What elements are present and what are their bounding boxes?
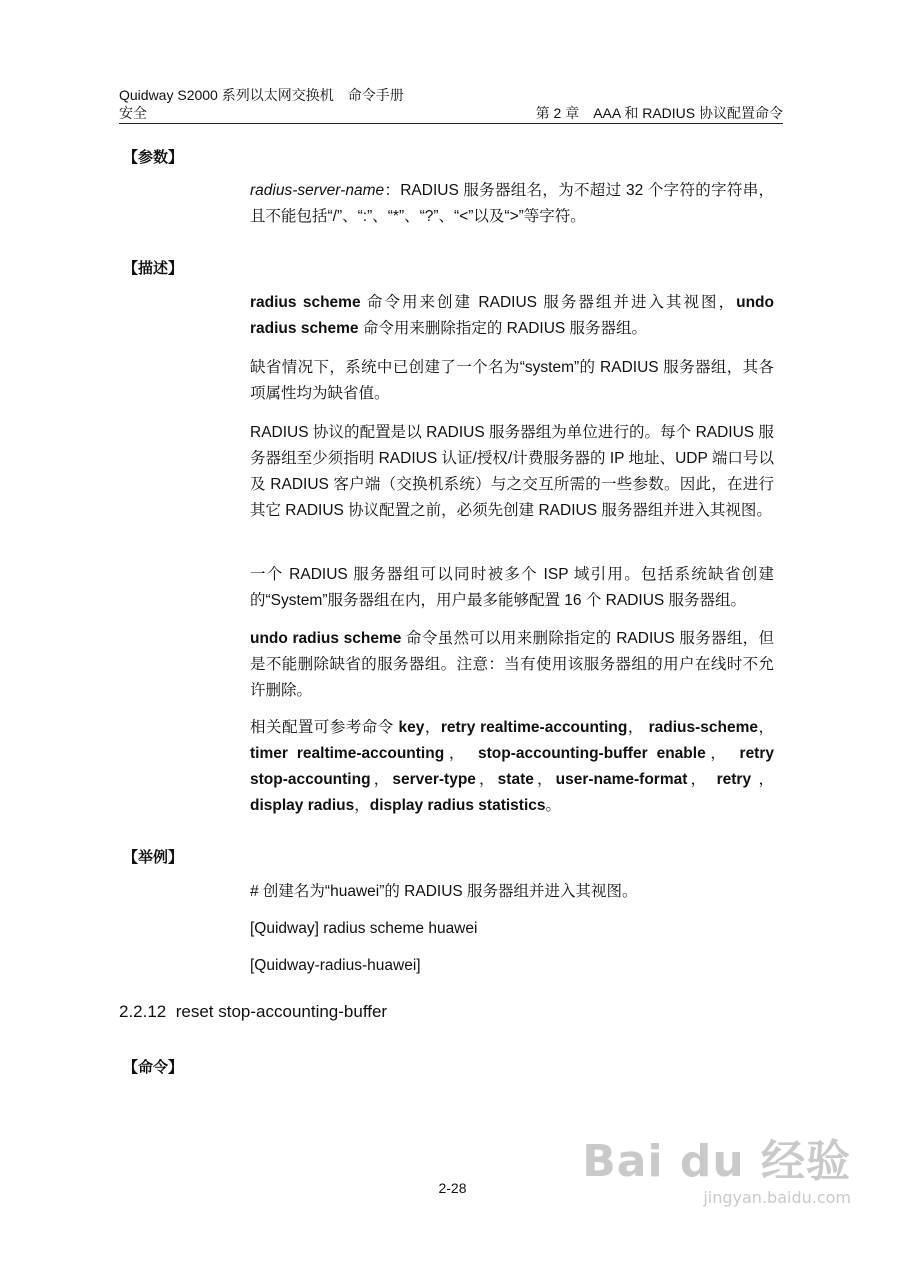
page-number: 2-28 [438,1180,467,1196]
desc-paragraph-2: 缺省情况下，系统中已创建了一个名为“system”的 RADIUS 服务器组，其各项属性均为缺省值。 [250,359,774,402]
watermark-logo: Bai du 经验 [582,1136,851,1187]
related-cmd: radius-scheme [648,719,759,736]
related-cmd: retry stop-accounting [250,745,774,788]
cmd-radius-scheme: radius scheme [250,294,361,311]
desc-p1-text-1: 命令用来创建 RADIUS 服务器组并进入其视图， [360,294,737,311]
related-end: 。 [545,797,562,814]
chapter-title: 第 2 章 AAA 和 RADIUS 协议配置命令 [535,105,783,121]
param-text: ：RADIUS 服务器组名，为不超过 32 个字符的字符串，且不能包括“/”、“:”、“*”、“?”、“<”以及“>”等字符。 [250,182,774,225]
related-cmd: retry [716,771,752,788]
desc-paragraph-4: 一个 RADIUS 服务器组可以同时被多个 ISP 域引用。包括系统缺省创建的“System”服务器组在内，用户最多能够配置 16 个 RADIUS 服务器组。 [250,566,774,609]
section-name: 安全 [119,105,147,121]
example-line-2: [Quidway-radius-huawei] [250,957,421,974]
related-cmd: user-name-format [555,771,688,788]
cmd-undo-radius-scheme: undo radius scheme [250,294,774,337]
related-prefix: 相关配置可参考命令 [250,719,399,736]
param-name: radius-server-name [250,182,385,199]
example-comment: # 创建名为“huawei”的 RADIUS 服务器组并进入其视图。 [250,883,638,900]
section-title: reset stop-accounting-buffer [175,1002,388,1021]
section-number: 2.2.12 [119,1002,167,1021]
desc-paragraph-6: 相关配置可参考命令 key，retry realtime-accounting， radius-scheme，timer realtime-accounting， stop-accounting-buffer enable， retry stop-accounting，server-type，state，user-name-format， retry ，display radius，display radius statistics。 [250,719,774,814]
header-divider [119,123,783,124]
desc-heading: 【描述】 [123,260,184,277]
related-cmd: display radius [250,797,355,814]
example-heading: 【举例】 [123,849,184,866]
params-paragraph [250,178,774,230]
related-cmd: state [497,771,534,788]
related-cmd: key [398,719,425,736]
related-cmd: stop-accounting-buffer enable [478,745,706,762]
baidu-watermark [582,1138,851,1207]
next-section-title [119,1002,387,1022]
related-cmd: retry realtime-accounting [440,719,628,736]
desc-paragraph-1 [250,290,774,342]
example-line-1: [Quidway] radius scheme huawei [250,920,478,937]
params-heading: 【参数】 [123,149,184,166]
watermark-url: jingyan.baidu.com [703,1188,851,1207]
desc-p5-text: 命令虽然可以用来删除指定的 RADIUS 服务器组，但是不能删除缺省的服务器组。注意：当有使用该服务器组的用户在线时不允许删除。 [250,630,774,699]
related-cmd: display radius statistics [369,797,546,814]
desc-paragraph-3: RADIUS 协议的配置是以 RADIUS 服务器组为单位进行的。每个 RADIUS 服务器组至少须指明 RADIUS 认证/授权/计费服务器的 IP 地址、UDP 端口号以及 RADIUS 客户端（交换机系统）与之交互所需的一些参数。因此，在进行其它 RADIUS 协议配置之前，必须先创建 RADIUS 服务器组并进入其视图。 [250,424,774,519]
related-cmd: server-type [392,771,476,788]
cmd-undo-radius-scheme-2: undo radius scheme [250,630,402,647]
desc-p1-text-2: 命令用来删除指定的 RADIUS 服务器组。 [358,320,648,337]
desc-paragraph-5 [250,626,774,704]
doc-title: Quidway S2000 系列以太网交换机 命令手册 [119,87,404,103]
related-cmd: timer realtime-accounting [250,745,445,762]
command-heading: 【命令】 [123,1059,184,1076]
